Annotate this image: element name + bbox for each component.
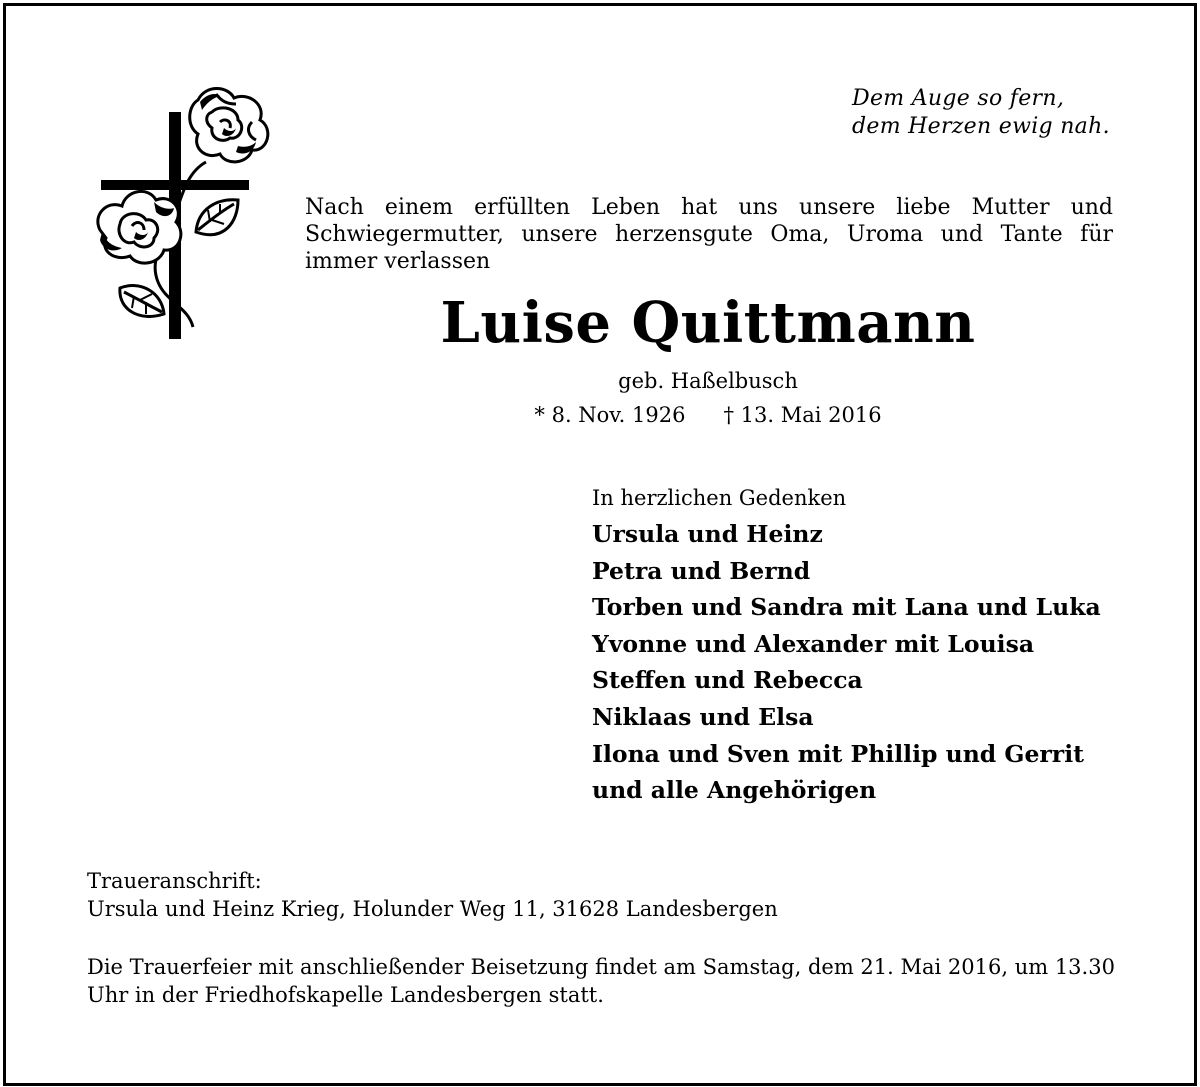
birth-date: * 8. Nov. 1926: [534, 403, 686, 427]
address-line: Ursula und Heinz Krieg, Holunder Weg 11, 31628 Landesbergen: [87, 897, 778, 921]
mourner-line: und alle Angehörigen: [592, 776, 877, 805]
deceased-name: Luise Quittmann: [440, 290, 976, 356]
motto: [852, 85, 1110, 141]
mourning-address: [87, 867, 778, 923]
mourner-line: Petra und Bernd: [592, 556, 811, 585]
mourner-line: Niklaas und Elsa: [592, 702, 814, 731]
address-label: Traueranschrift:: [87, 869, 262, 893]
death-date: † 13. Mai 2016: [723, 403, 882, 427]
mourner-line: Ilona und Sven mit Phillip und Gerrit: [592, 739, 1084, 768]
cross-with-roses-icon: [88, 82, 278, 344]
mourner-line: Ursula und Heinz: [592, 520, 823, 548]
motto-line-2: dem Herzen ewig nah.: [852, 114, 1110, 139]
mourners-lead: In herzlichen Gedenken: [592, 486, 847, 510]
mourner-line: Torben und Sandra mit Lana und Luka: [592, 593, 1101, 622]
maiden-name: geb. Haßelbusch: [618, 369, 798, 393]
motto-line-1: Dem Auge so fern,: [852, 86, 1065, 111]
mourner-line: Steffen und Rebecca: [592, 666, 863, 695]
intro-text: Nach einem erfüllten Leben hat uns unsere liebe Mutter und Schwiegermutter, unsere herzensgute Oma, Uroma und Tante für immer verlassen: [305, 195, 1113, 274]
life-dates: [300, 401, 1116, 429]
ceremony-notice: Die Trauerfeier mit anschließender Beisetzung findet am Samstag, dem 21. Mai 2016, um 13.30 Uhr in der Friedhofskapelle Landesbergen statt.: [87, 955, 1115, 1007]
mourner-line: Yvonne und Alexander mit Louisa: [592, 629, 1035, 658]
mourners-block: [592, 483, 1101, 809]
